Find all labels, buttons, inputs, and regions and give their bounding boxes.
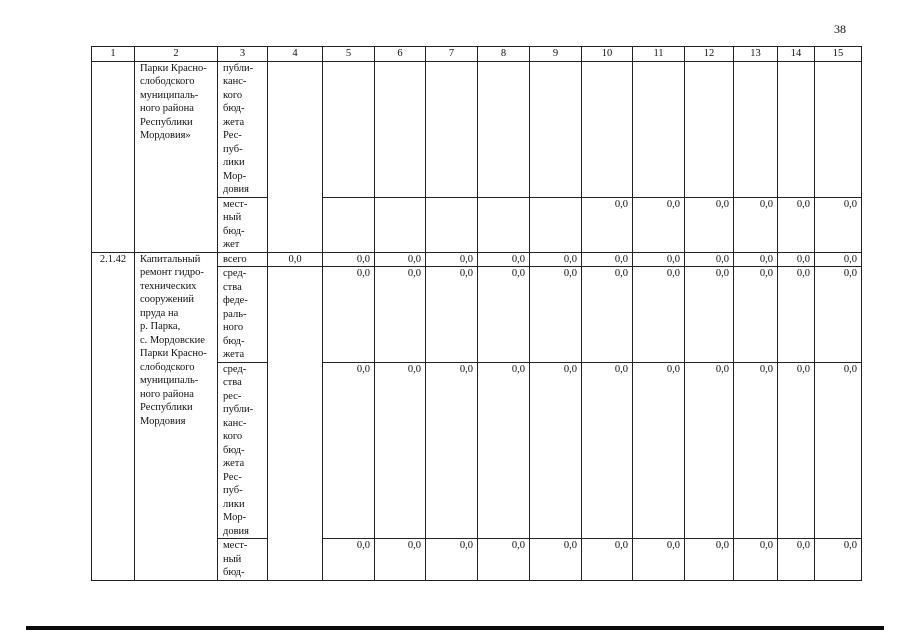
value-cell: 0,0 [815, 252, 862, 267]
header-cell: 13 [734, 47, 778, 62]
table-row [92, 61, 862, 197]
value-cell: 0,0 [582, 252, 633, 267]
table-cell [685, 61, 734, 197]
header-row [92, 47, 862, 62]
value-cell: 0,0 [685, 252, 734, 267]
table-cell [478, 197, 530, 252]
value-cell: 0,0 [685, 539, 734, 581]
header-cell: 11 [633, 47, 685, 62]
value-cell: 0,0 [375, 539, 426, 581]
value-cell: 0,0 [633, 252, 685, 267]
value-cell: 0,0 [734, 539, 778, 581]
value-cell: 0,0 [734, 197, 778, 252]
budget-table [91, 46, 862, 581]
table-cell [323, 197, 375, 252]
source-cell: всего [218, 252, 268, 267]
value-cell: 0,0 [268, 252, 323, 267]
header-cell: 7 [426, 47, 478, 62]
value-cell: 0,0 [478, 267, 530, 363]
value-cell: 0,0 [778, 539, 815, 581]
value-cell: 0,0 [778, 252, 815, 267]
header-cell: 14 [778, 47, 815, 62]
source-cell: мест- ный бюд- [218, 539, 268, 581]
table-cell [582, 61, 633, 197]
header-cell: 15 [815, 47, 862, 62]
source-cell: сред- ства феде- раль- ного бюд- жета [218, 267, 268, 363]
value-cell: 0,0 [426, 539, 478, 581]
source-cell: мест- ный бюд- жет [218, 197, 268, 252]
value-cell: 0,0 [685, 197, 734, 252]
value-cell: 0,0 [530, 539, 582, 581]
header-cell: 6 [375, 47, 426, 62]
header-cell: 5 [323, 47, 375, 62]
value-cell: 0,0 [734, 252, 778, 267]
value-cell: 0,0 [582, 197, 633, 252]
header-cell: 12 [685, 47, 734, 62]
value-cell: 0,0 [815, 267, 862, 363]
value-cell: 0,0 [633, 267, 685, 363]
value-cell: 0,0 [375, 362, 426, 539]
table-cell [815, 61, 862, 197]
code-cell [92, 61, 135, 252]
table-cell [633, 61, 685, 197]
value-cell: 0,0 [530, 362, 582, 539]
page-number: 38 [834, 22, 846, 36]
table-cell [530, 61, 582, 197]
value-cell: 0,0 [685, 362, 734, 539]
header-cell: 2 [135, 47, 218, 62]
table-cell [530, 197, 582, 252]
table-cell [375, 197, 426, 252]
value-cell: 0,0 [778, 267, 815, 363]
value-cell: 0,0 [815, 197, 862, 252]
table-cell [268, 267, 323, 581]
item-name-cell: Капитальный ремонт гидро- технических сооружений пруда на р. Парка, с. Мордовские Парки Красно- слободского муниципаль- ного района Республики Мордовия [135, 252, 218, 580]
value-cell: 0,0 [323, 267, 375, 363]
value-cell: 0,0 [778, 362, 815, 539]
value-cell: 0,0 [426, 252, 478, 267]
value-cell: 0,0 [323, 539, 375, 581]
value-cell: 0,0 [323, 362, 375, 539]
page-bottom-border [26, 626, 884, 630]
value-cell: 0,0 [530, 252, 582, 267]
value-cell: 0,0 [582, 539, 633, 581]
value-cell: 0,0 [734, 267, 778, 363]
value-cell: 0,0 [685, 267, 734, 363]
value-cell: 0,0 [815, 362, 862, 539]
value-cell: 0,0 [478, 539, 530, 581]
value-cell: 0,0 [323, 252, 375, 267]
value-cell: 0,0 [633, 362, 685, 539]
value-cell: 0,0 [815, 539, 862, 581]
table-row [92, 252, 862, 267]
value-cell: 0,0 [375, 252, 426, 267]
value-cell: 0,0 [426, 362, 478, 539]
value-cell: 0,0 [375, 267, 426, 363]
header-cell: 3 [218, 47, 268, 62]
value-cell: 0,0 [633, 197, 685, 252]
value-cell: 0,0 [734, 362, 778, 539]
source-cell: публи- канс- кого бюд- жета Рес- пуб- лики Мор- довия [218, 61, 268, 197]
table-cell [478, 61, 530, 197]
value-cell: 0,0 [478, 252, 530, 267]
header-cell: 4 [268, 47, 323, 62]
table-cell [375, 61, 426, 197]
header-cell: 10 [582, 47, 633, 62]
item-name-cell: Парки Красно- слободского муниципаль- ного района Республики Мордовия» [135, 61, 218, 252]
table-cell [778, 61, 815, 197]
value-cell: 0,0 [478, 362, 530, 539]
header-cell: 1 [92, 47, 135, 62]
table-cell [268, 61, 323, 252]
value-cell: 0,0 [582, 362, 633, 539]
table-cell [734, 61, 778, 197]
value-cell: 0,0 [426, 267, 478, 363]
table-cell [426, 197, 478, 252]
table-cell [426, 61, 478, 197]
value-cell: 0,0 [582, 267, 633, 363]
header-cell: 8 [478, 47, 530, 62]
source-cell: сред- ства рес- публи- канс- кого бюд- жета Рес- пуб- лики Мор- довия [218, 362, 268, 539]
header-cell: 9 [530, 47, 582, 62]
value-cell: 0,0 [530, 267, 582, 363]
code-cell: 2.1.42 [92, 252, 135, 580]
table-cell [323, 61, 375, 197]
value-cell: 0,0 [633, 539, 685, 581]
value-cell: 0,0 [778, 197, 815, 252]
